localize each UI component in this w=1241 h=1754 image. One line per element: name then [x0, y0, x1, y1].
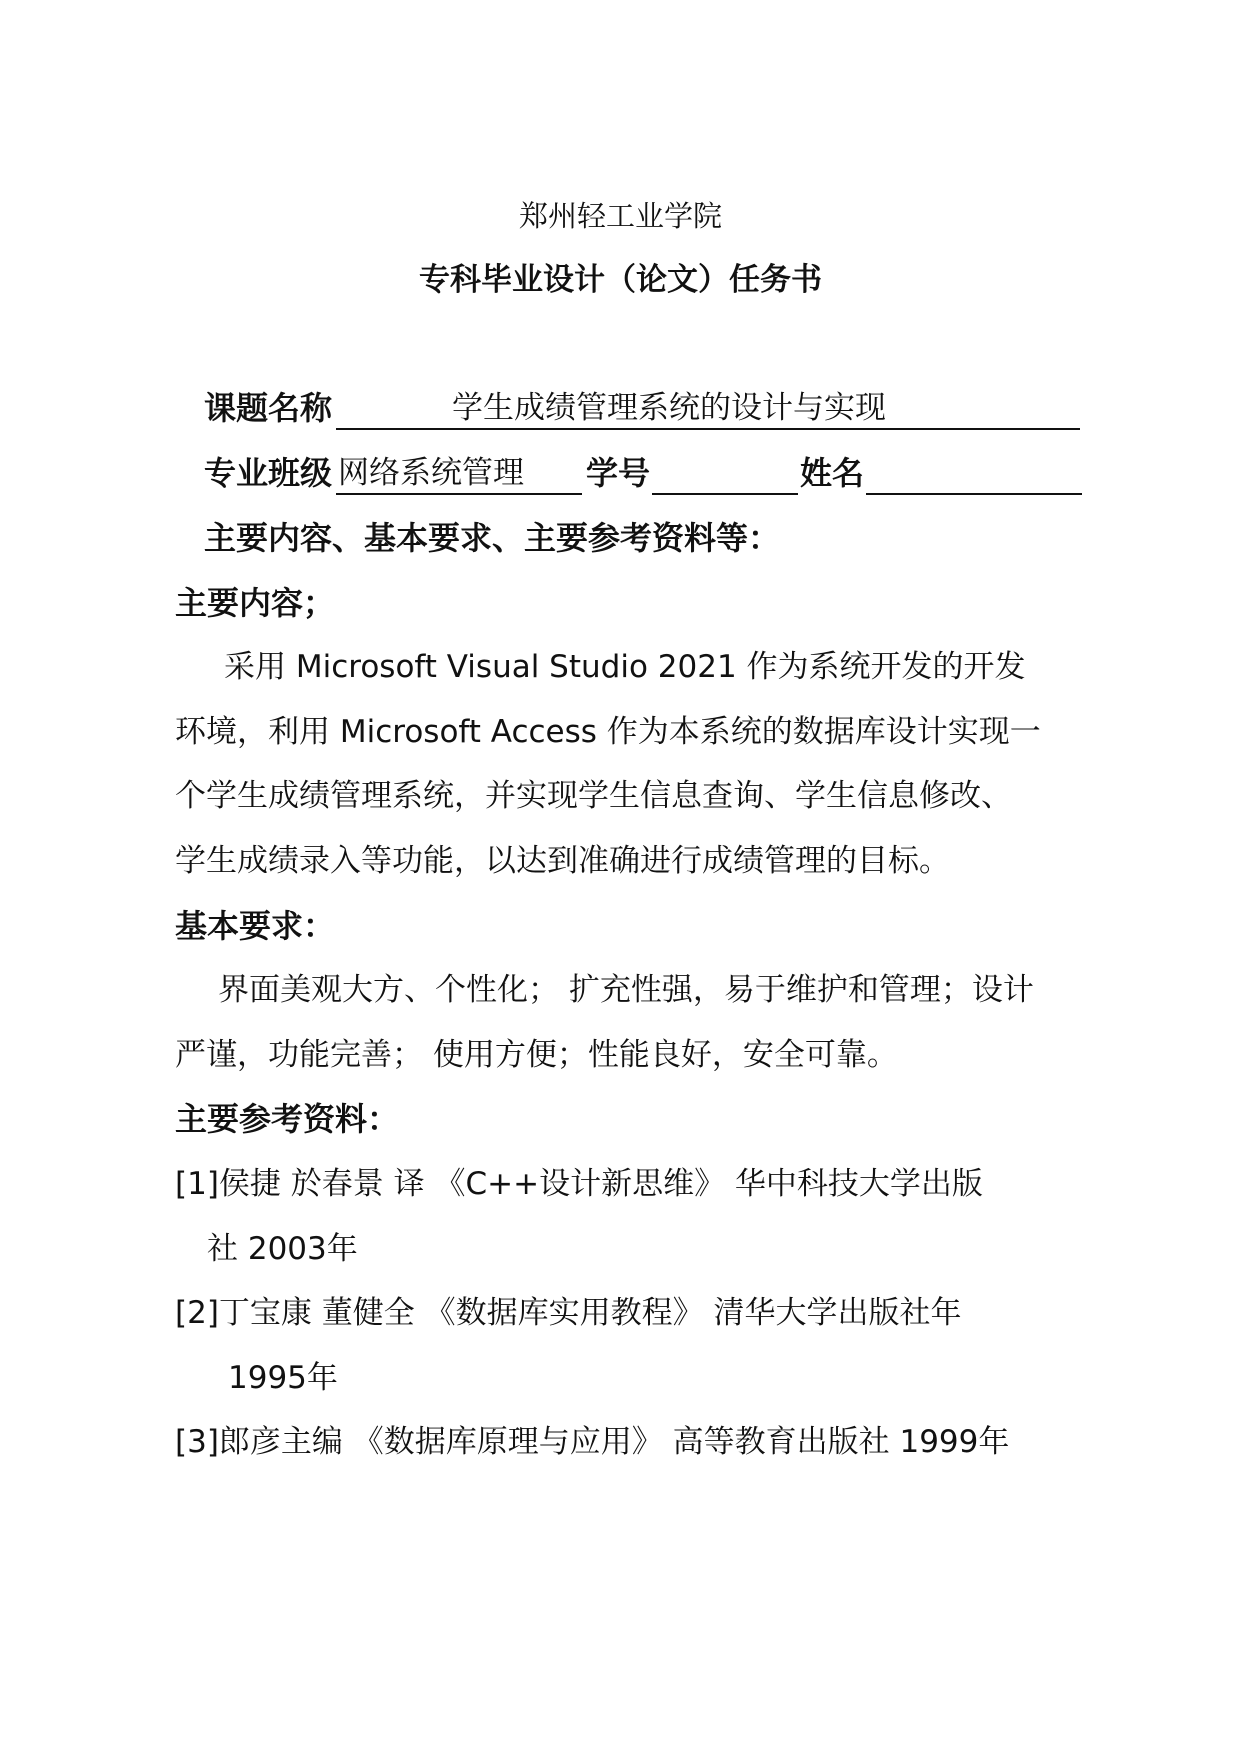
- reference-item-1-cont: 社 2003年: [207, 1231, 358, 1267]
- main-content-heading: 主要内容；: [175, 584, 336, 622]
- document-title: 专科毕业设计（论文）任务书: [419, 262, 822, 298]
- class-label: 专业班级: [204, 454, 333, 492]
- student-id-label: 学号: [586, 454, 651, 492]
- class-value: 网络系统管理: [338, 455, 524, 491]
- reference-item-3: [3]郎彦主编 《数据库原理与应用》 高等教育出版社 1999年: [175, 1424, 1010, 1460]
- summary-heading: 主要内容、基本要求、主要参考资料等：: [204, 519, 781, 557]
- main-content-line: 个学生成绩管理系统，并实现学生信息查询、学生信息修改、: [175, 778, 1012, 814]
- student-name-label: 姓名: [800, 454, 865, 492]
- main-content-line: 学生成绩录入等功能，以达到准确进行成绩管理的目标。: [175, 843, 950, 879]
- main-content-line: 环境，利用 Microsoft Access 作为本系统的数据库设计实现一: [175, 714, 1041, 750]
- requirements-heading: 基本要求：: [175, 907, 336, 945]
- references-heading: 主要参考资料：: [175, 1100, 400, 1138]
- requirements-line: 界面美观大方、个性化； 扩充性强，易于维护和管理；设计: [218, 972, 1034, 1008]
- reference-item-2-cont: 1995年: [228, 1360, 338, 1396]
- requirements-line: 严谨，功能完善； 使用方便；性能良好，安全可靠。: [175, 1037, 898, 1073]
- reference-item-2: [2]丁宝康 董健全 《数据库实用教程》 清华大学出版社年: [175, 1295, 962, 1331]
- main-content-line: 采用 Microsoft Visual Studio 2021 作为系统开发的开发: [224, 649, 1026, 685]
- topic-value: 学生成绩管理系统的设计与实现: [452, 390, 886, 426]
- reference-item-1: [1]侯捷 於春景 译 《C++设计新思维》 华中科技大学出版: [175, 1166, 983, 1202]
- school-name: 郑州轻工业学院: [518, 199, 722, 233]
- student-id-underline: [652, 453, 798, 495]
- student-name-underline: [866, 453, 1082, 495]
- topic-label: 课题名称: [204, 389, 333, 427]
